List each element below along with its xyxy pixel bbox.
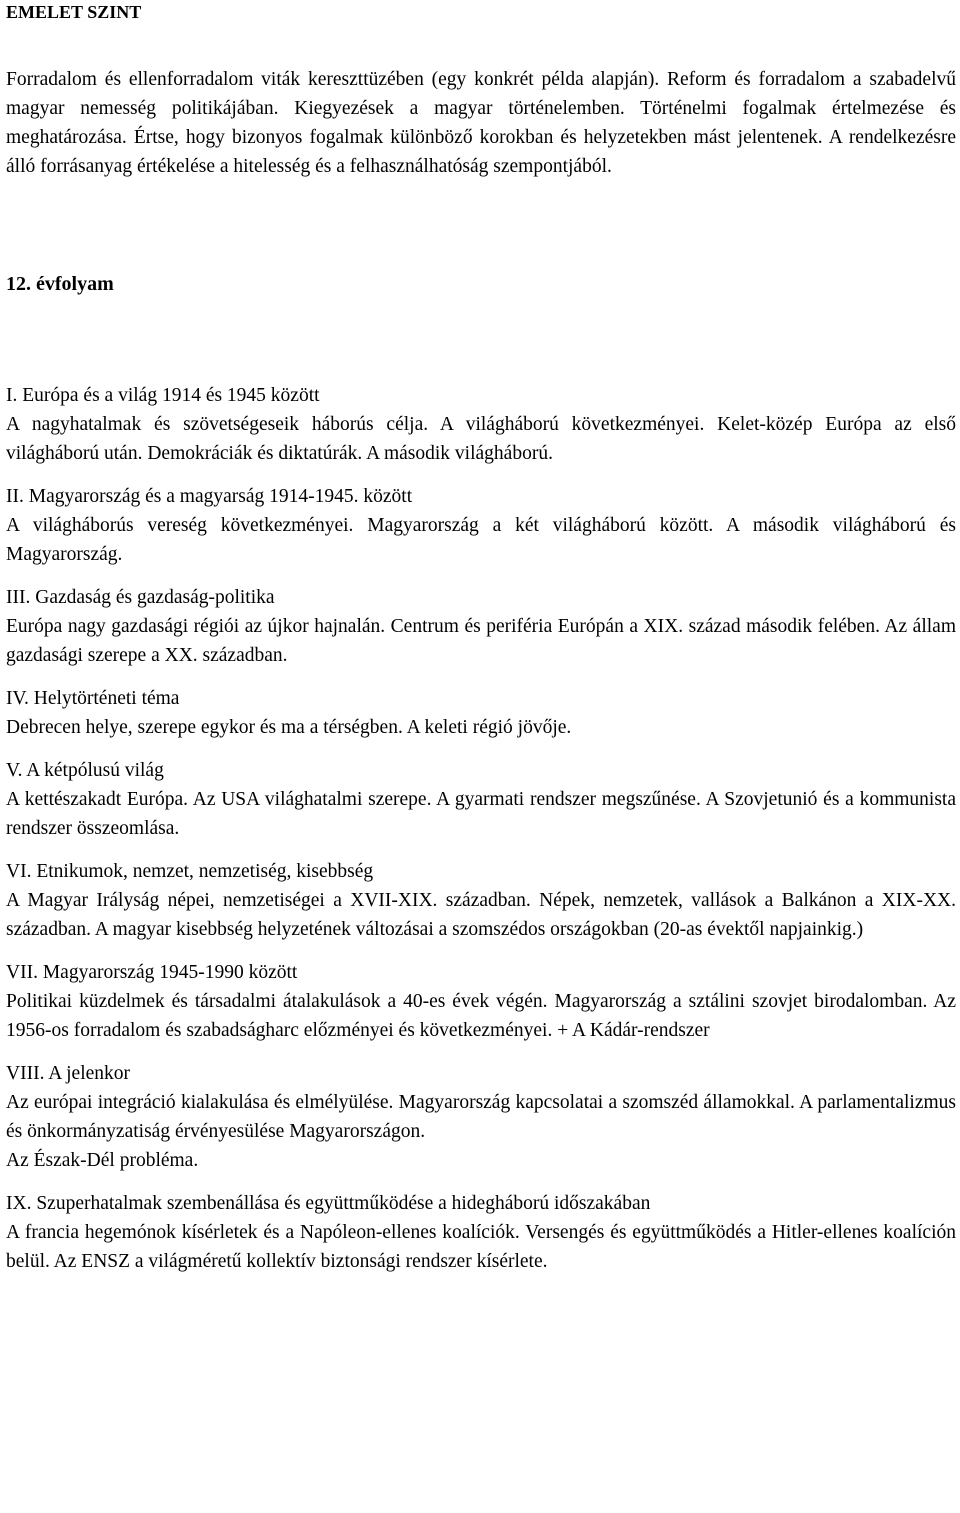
section-7 [6,958,956,1045]
section-8 [6,1059,956,1175]
section-title: IV. Helytörténeti téma [6,688,180,709]
section-9 [6,1189,956,1276]
section-title: I. Európa és a világ 1914 és 1945 között [6,385,320,406]
section-body: A kettészakadt Európa. Az USA világhatalmi szerepe. A gyarmati rendszer megszűnése. A Szovjetunió és a kommunista rendszer összeomlása. [6,789,956,839]
section-body: Az európai integráció kialakulása és elmélyülése. Magyarország kapcsolatai a szomszéd államokkal. A parlamentalizmus és önkormányzatiság érvényesülése Magyarországon. [6,1092,956,1142]
section-3 [6,583,956,670]
section-body-extra: Az Észak-Dél probléma. [6,1150,199,1171]
sections-list [6,381,956,1276]
grade-heading: 12. évfolyam [6,273,114,295]
section-4 [6,684,956,742]
section-title: II. Magyarország és a magyarság 1914-1945. között [6,486,413,507]
section-title: VI. Etnikumok, nemzet, nemzetiség, kisebbség [6,861,374,882]
section-5 [6,756,956,843]
document-page [6,0,956,1290]
section-2 [6,482,956,569]
section-body: A francia hegemónok kísérletek és a Napóleon-ellenes koalíciók. Versengés és együttműködés a Hitler-ellenes koalíción belül. Az ENSZ a világméretű kollektív biztonsági rendszer kísérlete. [6,1222,956,1272]
section-1 [6,381,956,468]
section-body: A nagyhatalmak és szövetségeseik háborús célja. A világháború következményei. Kelet-közép Európa az első világháború után. Demokráciák és diktatúrák. A második világháború. [6,414,956,464]
section-body: A világháborús vereség következményei. Magyarország a két világháború között. A második világháború és Magyarország. [6,515,956,565]
section-title: VIII. A jelenkor [6,1063,131,1084]
section-body: Politikai küzdelmek és társadalmi átalakulások a 40-es évek végén. Magyarország a sztálini szovjet birodalomban. Az 1956-os forradalom és szabadságharc előzményei és következményei. + A Kádár-rendszer [6,991,956,1041]
section-title: V. A kétpólusú világ [6,760,164,781]
level-heading: EMELET SZINT [6,2,142,22]
section-body: A Magyar Irályság népei, nemzetiségei a XVII-XIX. században. Népek, nemzetek, vallások a Balkánon a XIX-XX. században. A magyar kisebbség helyzetének változásai a szomszédos országokban (20-as évektől napjainkig.) [6,890,956,940]
section-title: III. Gazdaság és gazdaság-politika [6,587,275,608]
intro-paragraph: Forradalom és ellenforradalom viták kereszttüzében (egy konkrét példa alapján). Reform és forradalom a szabadelvű magyar nemesség politikájában. Kiegyezések a magyar történelemben. Történelmi fogalmak értelmezése és meghatározása. Értse, hogy bizonyos fogalmak különböző korokban és helyzetekben mást jelentenek. A rendelkezésre álló forrásanyag értékelése a hitelesség és a felhasználhatóság szempontjából. [6,69,956,177]
section-title: VII. Magyarország 1945-1990 között [6,962,298,983]
section-title: IX. Szuperhatalmak szembenállása és együttműködése a hidegháború időszakában [6,1193,651,1214]
section-body: Európa nagy gazdasági régiói az újkor hajnalán. Centrum és periféria Európán a XIX. század második felében. Az állam gazdasági szerepe a XX. században. [6,616,956,666]
section-body: Debrecen helye, szerepe egykor és ma a térségben. A keleti régió jövője. [6,717,572,738]
section-6 [6,857,956,944]
